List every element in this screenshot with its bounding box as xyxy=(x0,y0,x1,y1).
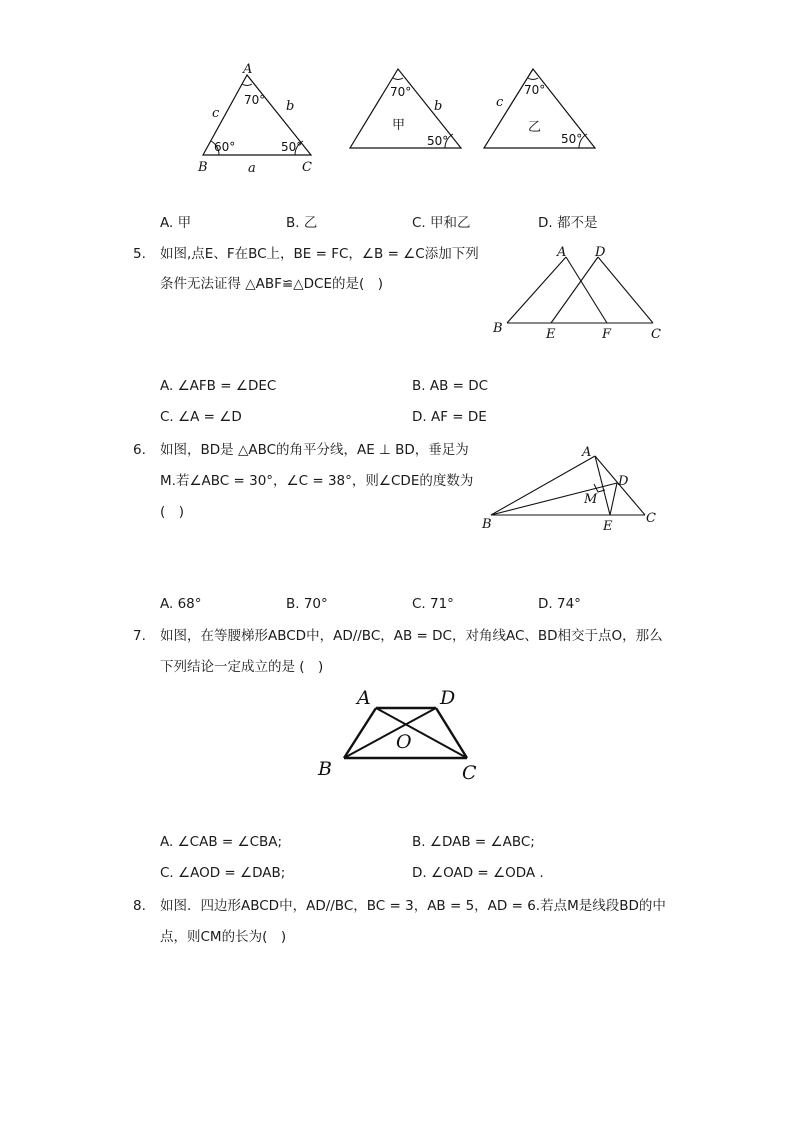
q5-stem-line1: 如图,点E、F在BC上，BE = FC，∠B = ∠C添加下列 xyxy=(160,246,479,262)
label-a: A xyxy=(357,687,371,709)
angle-c-value: 50° xyxy=(281,140,303,154)
q6-option-b[interactable]: B. 70° xyxy=(286,596,328,612)
q7-number: 7. xyxy=(133,628,146,644)
q5-option-d[interactable]: D. AF = DE xyxy=(412,409,487,425)
label-a: A xyxy=(582,445,592,460)
q4-option-d[interactable]: D. 都不是 xyxy=(538,215,598,231)
label-d: D xyxy=(618,474,629,489)
q6-number: 6. xyxy=(133,442,146,458)
q7-option-a[interactable]: A. ∠CAB = ∠CBA; xyxy=(160,834,283,850)
label-e: E xyxy=(546,327,556,342)
triangle-name-jia: 甲 xyxy=(392,118,406,133)
label-b: B xyxy=(482,517,492,532)
angle-b-value: 60° xyxy=(214,140,236,154)
q6-stem-line1: 如图，BD是 △ABC的角平分线，AE ⊥ BD，垂足为 xyxy=(160,442,469,458)
side-a-label: a xyxy=(248,161,256,176)
q7-option-b[interactable]: B. ∠DAB = ∠ABC; xyxy=(412,834,535,850)
label-o: O xyxy=(396,731,412,753)
q4-option-a[interactable]: A. 甲 xyxy=(160,215,192,231)
segment-ab xyxy=(344,708,376,758)
label-a: A xyxy=(243,62,253,77)
q6-stem-line2: M.若∠ABC = 30°，∠C = 38°，则∠CDE的度数为 xyxy=(160,473,474,489)
q7-option-c[interactable]: C. ∠AOD = ∠DAB; xyxy=(160,865,286,881)
q5-option-a[interactable]: A. ∠AFB = ∠DEC xyxy=(160,378,277,394)
label-c: C xyxy=(462,762,477,784)
q5-option-c[interactable]: C. ∠A = ∠D xyxy=(160,409,242,425)
label-a: A xyxy=(557,245,567,260)
q8-number: 8. xyxy=(133,898,146,914)
angle-a-value: 70° xyxy=(244,93,266,107)
side-c-label-yi: c xyxy=(496,95,504,110)
q5-number: 5. xyxy=(133,246,146,262)
label-c: C xyxy=(646,511,656,526)
label-m: M xyxy=(584,492,598,507)
side-b-label-jia: b xyxy=(434,99,443,114)
label-e: E xyxy=(603,519,613,534)
angle-top-value-yi: 70° xyxy=(524,83,546,97)
q7-stem-line1: 如图，在等腰梯形ABCD中，AD//BC，AB = DC，对角线AC、BD相交于点O，那么 xyxy=(160,628,663,644)
q7-option-d[interactable]: D. ∠OAD = ∠ODA . xyxy=(412,865,544,881)
q7-stem-line2: 下列结论一定成立的是 ( ) xyxy=(160,659,324,675)
label-d: D xyxy=(440,687,456,709)
q8-stem-line2: 点，则CM的长为( ) xyxy=(160,929,287,945)
q5-option-b[interactable]: B. AB = DC xyxy=(412,378,489,394)
q4-option-b[interactable]: B. 乙 xyxy=(286,215,318,231)
q4-option-c[interactable]: C. 甲和乙 xyxy=(412,215,471,231)
angle-top-value-jia: 70° xyxy=(390,85,412,99)
q6-option-c[interactable]: C. 71° xyxy=(412,596,454,612)
q6-option-a[interactable]: A. 68° xyxy=(160,596,202,612)
label-d: D xyxy=(595,245,606,260)
triangle-name-yi: 乙 xyxy=(528,120,542,135)
label-f: F xyxy=(602,327,612,342)
label-b: B xyxy=(318,758,332,780)
angle-right-value-jia: 50° xyxy=(427,134,449,148)
q5-stem-line2: 条件无法证得 △ABF≌△DCE的是( ) xyxy=(160,276,384,292)
angle-right-value-yi: 50° xyxy=(561,132,583,146)
label-b: B xyxy=(493,321,503,336)
label-c: C xyxy=(651,327,661,342)
q6-option-d[interactable]: D. 74° xyxy=(538,596,581,612)
q8-stem-line1: 如图．四边形ABCD中，AD//BC，BC = 3，AB = 5，AD = 6.若点M是线段BD的中 xyxy=(160,898,666,914)
label-c: C xyxy=(302,160,312,175)
label-b: B xyxy=(198,160,208,175)
q6-stem-line3: ( ) xyxy=(160,504,185,520)
side-b-label: b xyxy=(286,99,295,114)
side-c-label: c xyxy=(212,106,220,121)
